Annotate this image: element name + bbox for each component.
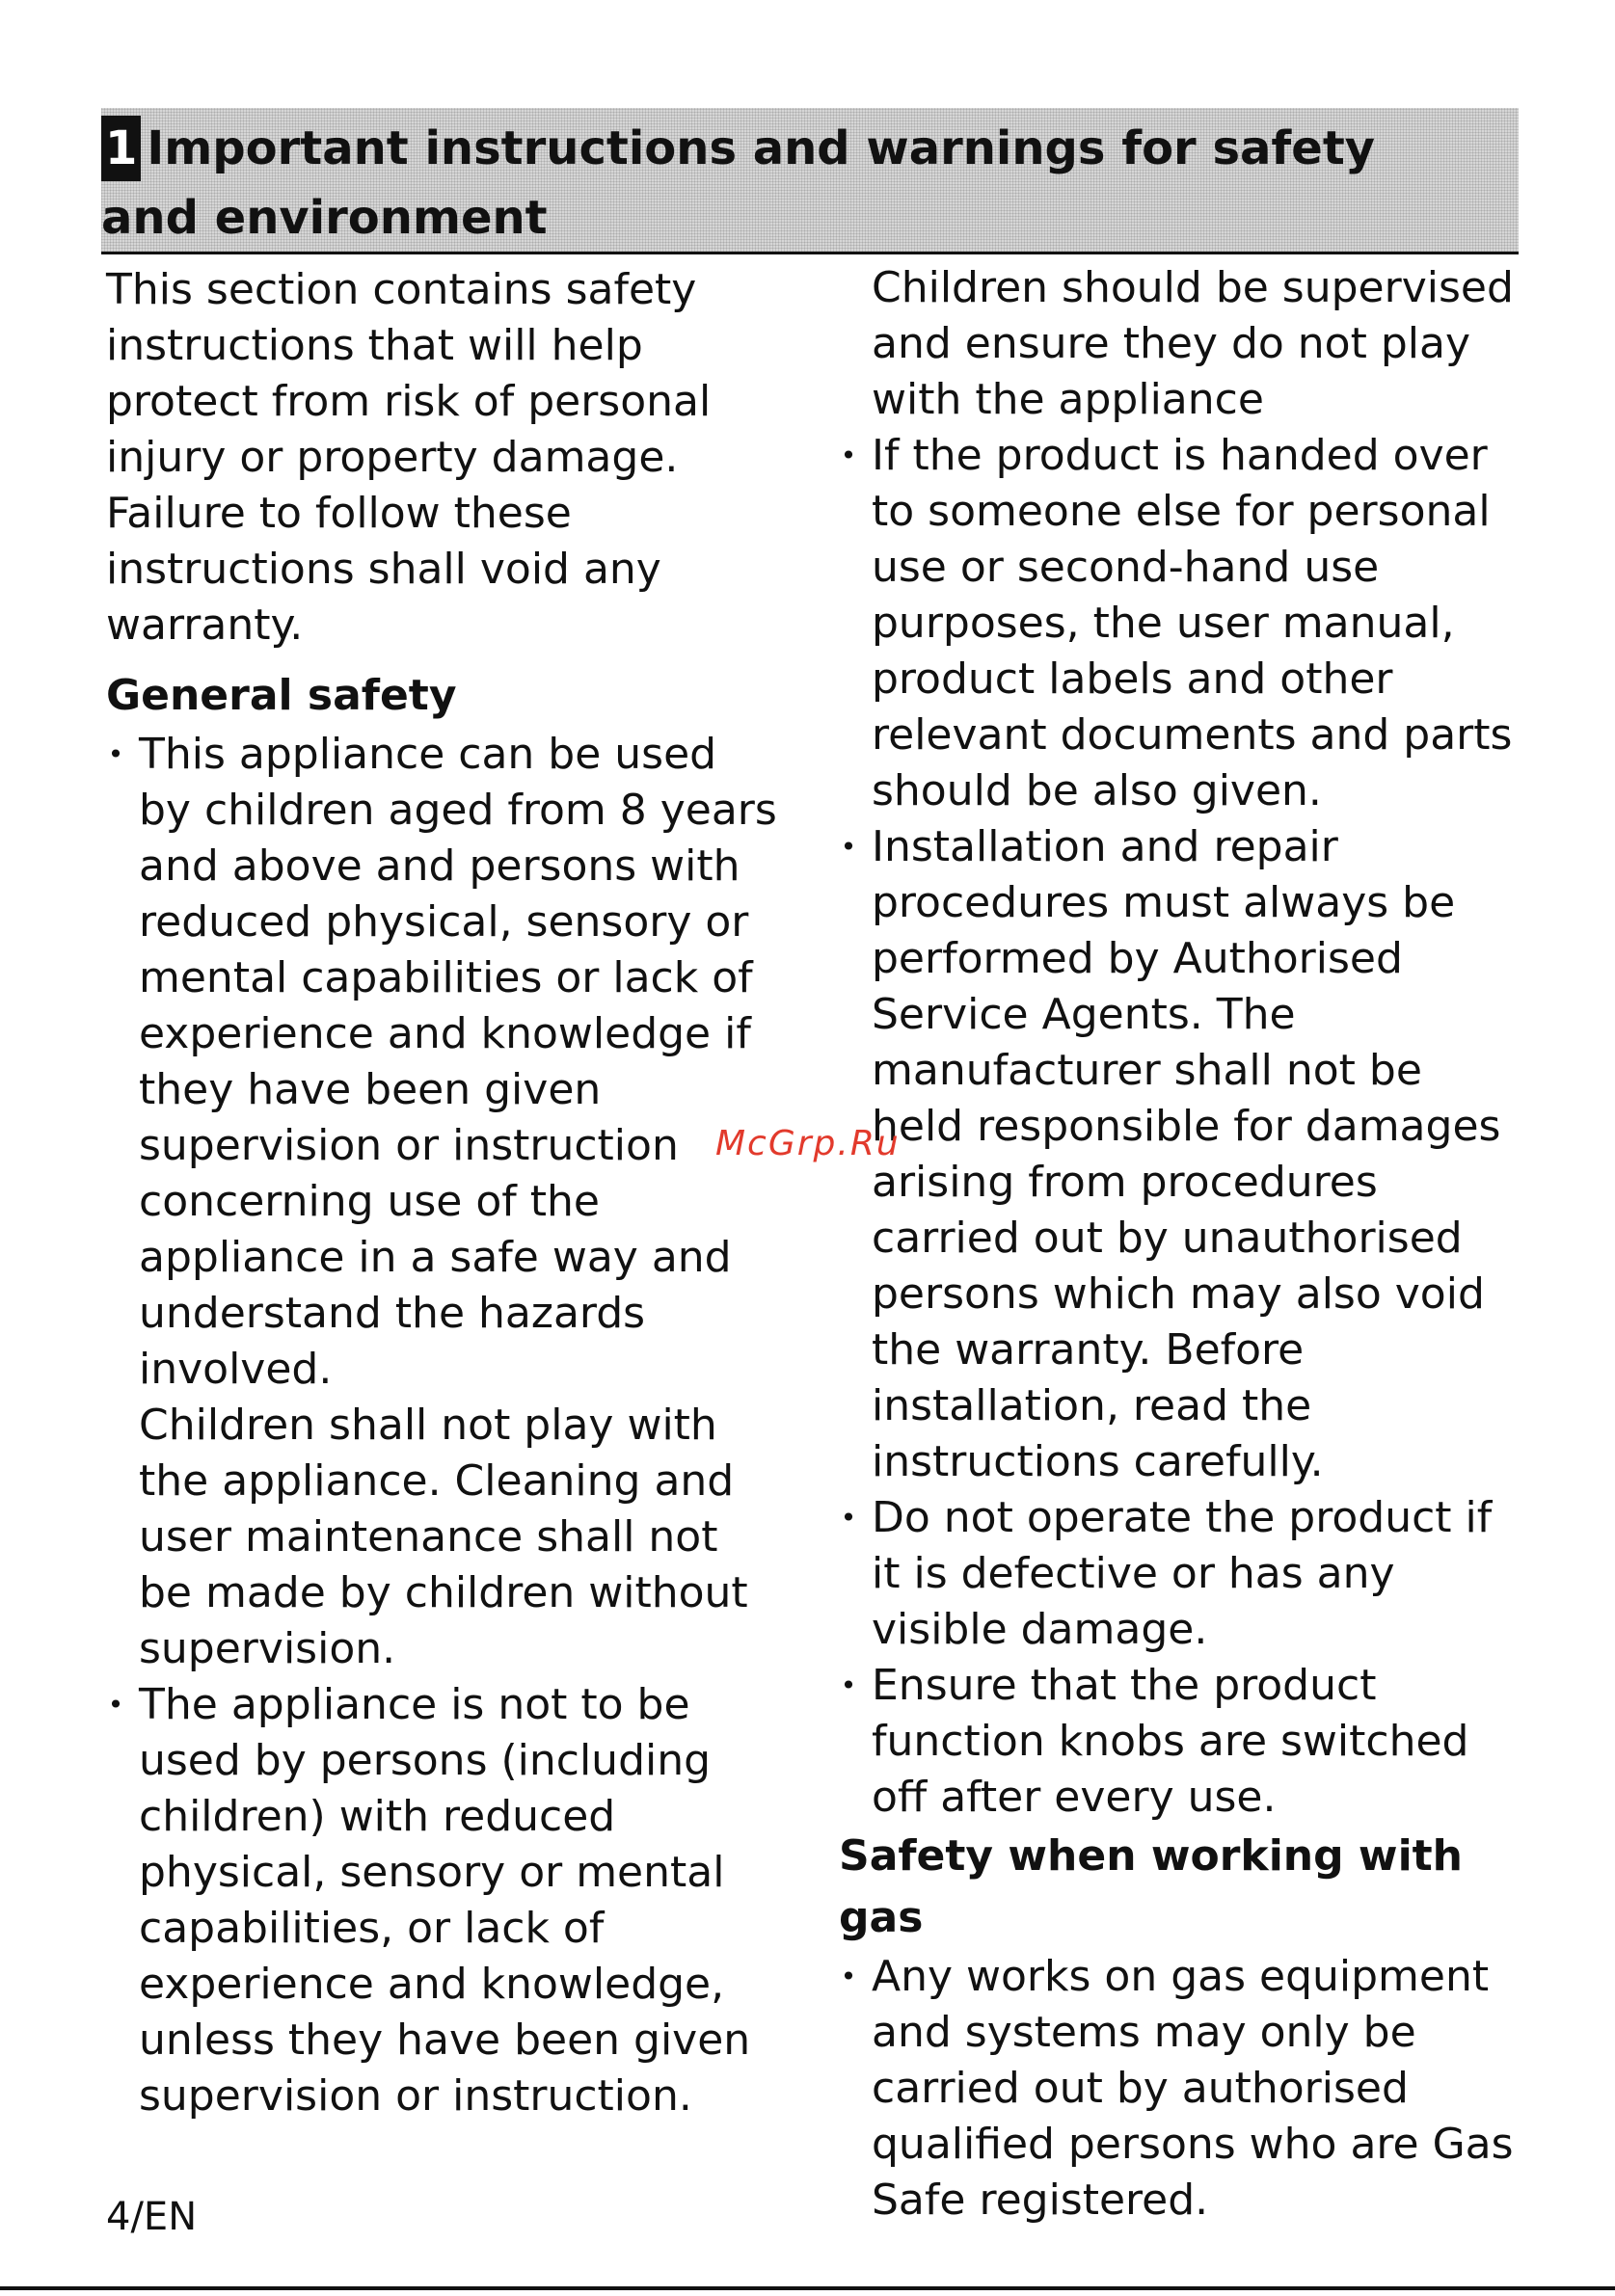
gas-safety-list [839,1949,1525,2229]
list-item-text: Do not operate the product if it is defective or has any visible damage. [872,1493,1493,1654]
continuation-paragraph: Children should be supervised and ensure they do not play with the appliance [872,263,1514,424]
list-item [106,1677,781,2124]
list-item-text: Installation and repair procedures must always be performed by Authorised Service Agents. The manufacturer shall not be held responsible for damages arising from procedures carried out by unauthorised persons which may also void the warranty. Before installation, read the instructions carefully. [872,822,1501,1486]
right-column [839,260,1525,2229]
page-number: 4/EN [106,2195,198,2239]
bullet-icon: • [840,831,857,863]
list-item [839,428,1525,819]
gas-safety-heading: Safety when working with gas [839,1831,1464,1942]
left-column [106,262,781,2124]
list-item-continuation: Children shall not play with the appliance. Cleaning and user maintenance shall not be made by children without supervision. [139,1401,748,1673]
list-item [839,1490,1525,1658]
bullet-icon: • [840,1502,857,1534]
watermark: McGrp.Ru [715,1124,901,1163]
section-title [101,114,1470,253]
list-item [839,1658,1525,1826]
bullet-icon: • [107,738,124,770]
section-header [101,108,1519,254]
list-item-text: If the product is handed over to someone else for personal use or second-hand use purposes, the user manual, product labels and other relevant documents and parts should be also given. [872,431,1513,815]
list-item-text: Any works on gas equipment and systems may only be carried out by authorised qualified persons who are Gas Safe registered. [872,1952,1514,2225]
section-number: 1 [101,116,141,181]
bullet-icon: • [840,1961,857,1992]
general-safety-list [106,727,781,2124]
list-item-text: The appliance is not to be used by persons (including children) with reduced physical, sensory or mental capabilities, or lack of experience and knowledge, unless they have been given supervision or instruction. [139,1680,751,2121]
list-item-text: Ensure that the product function knobs are switched off after every use. [872,1661,1469,1822]
bottom-divider [0,2286,1615,2290]
list-item [839,1949,1525,2229]
bullet-icon: • [107,1689,124,1721]
section-title-text: Important instructions and warnings for safety and environment [101,121,1376,245]
list-item [839,819,1525,1490]
bullet-icon: • [840,440,857,471]
list-item-text: This appliance can be used by children aged from 8 years and above and persons with reduced physical, sensory or mental capabilities or lack of experience and knowledge if they have been given supervision or instruction concerning use of the appliance in a safe way and understand the hazards involved. [139,730,777,1394]
general-safety-list-continued [839,428,1525,1826]
list-item [106,727,781,1677]
general-safety-heading: General safety [106,671,457,720]
bullet-icon: • [840,1669,857,1701]
intro-paragraph: This section contains safety instructions that will help protect from risk of personal injury or property damage. Failure to follow these instructions shall void any warranty. [106,265,712,650]
